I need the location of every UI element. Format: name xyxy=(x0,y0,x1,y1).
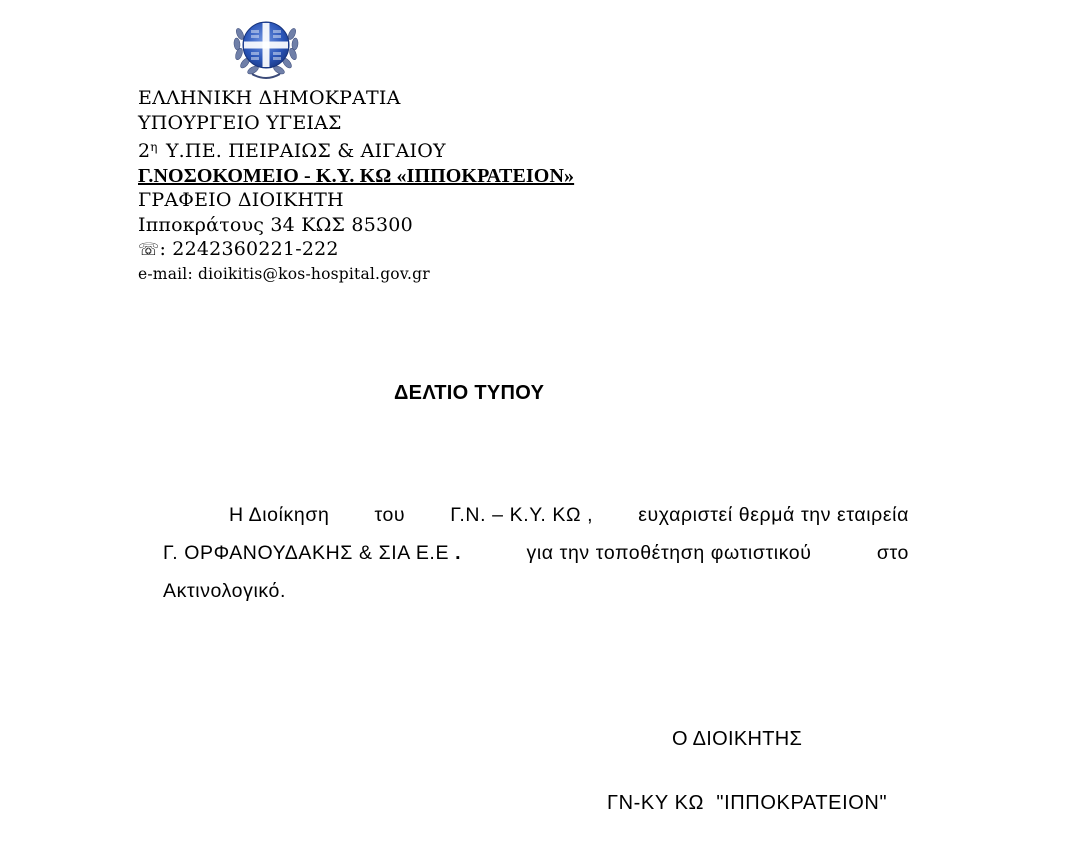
signature-organization: ΓΝ-ΚΥ ΚΩ "ΙΠΠΟΚΡΑΤΕΙΟΝ" xyxy=(607,792,888,814)
coat-of-arms-emblem xyxy=(232,12,300,82)
letterhead-email: e-mail: dioikitis@kos-hospital.gov.gr xyxy=(138,264,430,283)
body-phrase xyxy=(163,534,461,572)
body-dot: . xyxy=(455,542,462,564)
telephone-icon: ☏ xyxy=(138,240,160,260)
region-name: Υ.ΠΕ. ΠΕΙΡΑΙΩΣ & ΑΙΓΑΙΟΥ xyxy=(165,140,446,162)
body-phrase: για την τοποθέτηση φωτιστικού xyxy=(526,542,812,564)
letterhead-region xyxy=(138,135,574,164)
region-superscript: η xyxy=(150,140,158,154)
body-phrase: Η Διοίκηση xyxy=(229,504,330,526)
company-name: Γ. ΟΡΦΑΝΟΥΔΑΚΗΣ & ΣΙΑ Ε.Ε xyxy=(163,542,450,564)
letterhead-phone xyxy=(138,237,574,263)
region-number: 2 xyxy=(138,140,151,162)
letterhead-country: ΕΛΛΗΝΙΚΗ ΔΗΜΟΚΡΑΤΙΑ xyxy=(138,87,401,109)
body-phrase: ευχαριστεί θερμά την εταιρεία xyxy=(638,504,909,526)
phone-number: : 2242360221-222 xyxy=(159,238,339,260)
body-line-1 xyxy=(163,496,909,534)
letterhead-office: ΓΡΑΦΕΙΟ ΔΙΟΙΚΗΤΗ xyxy=(138,189,344,211)
letterhead-address: Ιπποκράτους 34 ΚΩΣ 85300 xyxy=(138,213,413,236)
body-line-2 xyxy=(163,534,909,572)
letterhead xyxy=(138,86,574,285)
press-release-body xyxy=(163,496,909,610)
document-title: ΔΕΛΤΙΟ ΤΥΠΟΥ xyxy=(394,382,545,404)
body-line-3: Ακτινολογικό. xyxy=(163,580,286,602)
letterhead-ministry: ΥΠΟΥΡΓΕΙΟ ΥΓΕΙΑΣ xyxy=(138,111,342,134)
body-phrase: Γ.Ν. – Κ.Υ. ΚΩ , xyxy=(450,504,594,526)
body-phrase: στο xyxy=(876,542,909,564)
signature-title: Ο ΔΙΟΙΚΗΤΗΣ xyxy=(672,728,803,750)
letterhead-hospital: Γ.ΝΟΣΟΚΟΜΕΙΟ - Κ.Υ. ΚΩ «ΙΠΠΟΚΡΑΤΕΙΟΝ» xyxy=(138,164,575,187)
body-phrase: του xyxy=(374,504,406,526)
